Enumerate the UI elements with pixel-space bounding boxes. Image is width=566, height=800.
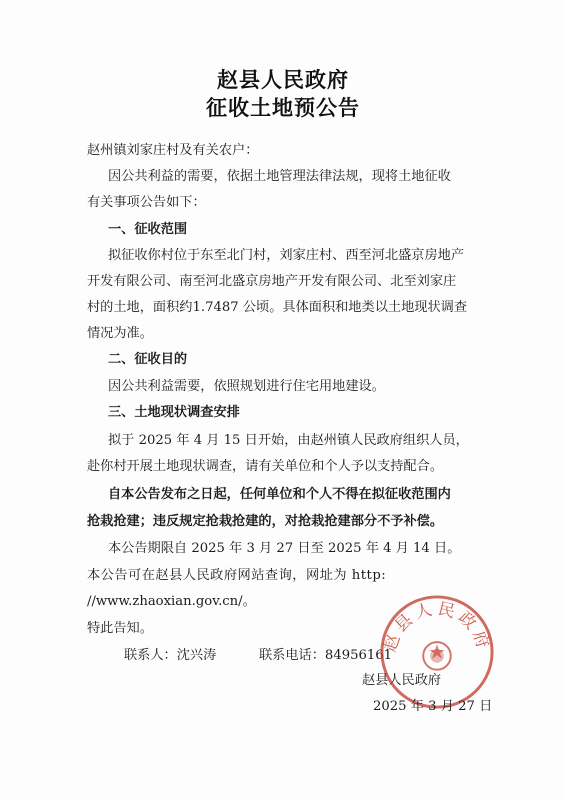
contact-person: 联系人：沈兴涛 — [124, 648, 217, 663]
intro-line-1: 因公共利益的需要，依据土地管理法律法规，现将土地征收 — [108, 169, 451, 184]
section1-line-2: 开发有限公司、南至河北盛京房地产开发有限公司、北至刘家庄 — [87, 274, 457, 289]
signature-org: 赵县人民政府 — [362, 673, 442, 688]
website-line-1: 本公告可在赵县人民政府网站查询，网址为 http: — [87, 568, 387, 583]
page-subtitle: 征收土地预公告 — [206, 95, 360, 120]
warning-line-2: 抢栽抢建；违反规定抢栽抢建的，对抢栽抢建部分不予补偿。 — [87, 514, 444, 529]
closing-line: 特此告知。 — [87, 621, 153, 636]
svg-text:赵县人民政府: 赵县人民政府 — [379, 597, 495, 655]
section3-heading: 三、土地现状调查安排 — [108, 405, 240, 420]
contact-phone: 联系电话：84956161 — [259, 648, 393, 663]
warning-line-1: 自本公告发布之日起，任何单位和个人不得在拟征收范围内 — [108, 487, 451, 502]
notice-period: 本公告期限自 2025 年 3 月 27 日至 2025 年 4 月 14 日。 — [108, 541, 461, 556]
section1-line-4: 情况为准。 — [87, 326, 153, 341]
intro-line-2: 有关事项公告如下： — [87, 195, 206, 210]
page-title: 赵县人民政府 — [217, 67, 349, 92]
signature-date: 2025 年 3 月 27 日 — [373, 699, 493, 714]
section3-line-1: 拟于 2025 年 4 月 15 日开始，由赵州镇人民政府组织人员， — [108, 433, 469, 448]
section3-line-2: 赴你村开展土地现状调查，请有关单位和个人予以支持配合。 — [87, 459, 444, 474]
addressee: 赵州镇刘家庄村及有关农户： — [87, 143, 259, 158]
section1-line-1: 拟征收你村位于东至北门村，刘家庄村、西至河北盛京房地产 — [108, 248, 465, 263]
official-seal — [378, 593, 496, 711]
website-line-2: //www.zhaoxian.gov.cn/。 — [87, 594, 256, 609]
section2-heading: 二、征收目的 — [108, 352, 188, 367]
section2-line-1: 因公共利益需要，依照规划进行住宅用地建设。 — [108, 379, 385, 394]
section1-heading: 一、征收范围 — [108, 222, 188, 237]
section1-line-3: 村的土地，面积约1.7487 公顷。具体面积和地类以土地现状调查 — [87, 300, 468, 315]
